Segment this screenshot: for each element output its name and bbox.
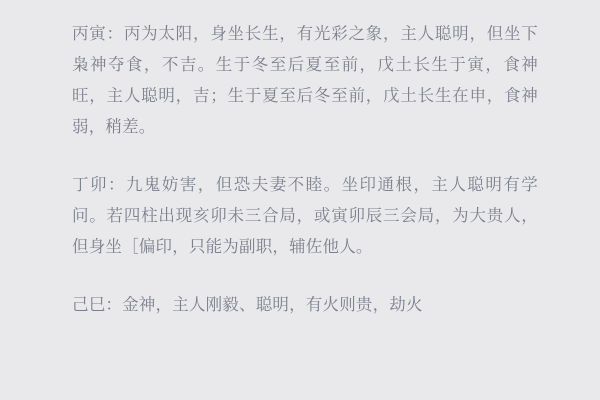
- paragraph-bing-yin: 丙寅：丙为太阳，身坐长生，有光彩之象，主人聪明，但坐下枭神夺食，不吉。生于冬至后夏至前，戊土长生于寅，食神旺，主人聪明，吉；生于夏至后冬至前，戊土长生在申，食神弱，稍差。: [72, 24, 538, 136]
- paragraph-ji-si: 己巳：金神，主人刚毅、聪明，有火则贵，劫火: [72, 295, 423, 314]
- paragraph-ding-mao: 丁卯：九鬼妨害，但恐夫妻不睦。坐印通根，主人聪明有学问。若四柱出现亥卯未三合局，或寅卯辰三会局，为大贵人，但身坐［偏印，只能为副职，辅佐他人。: [72, 175, 538, 256]
